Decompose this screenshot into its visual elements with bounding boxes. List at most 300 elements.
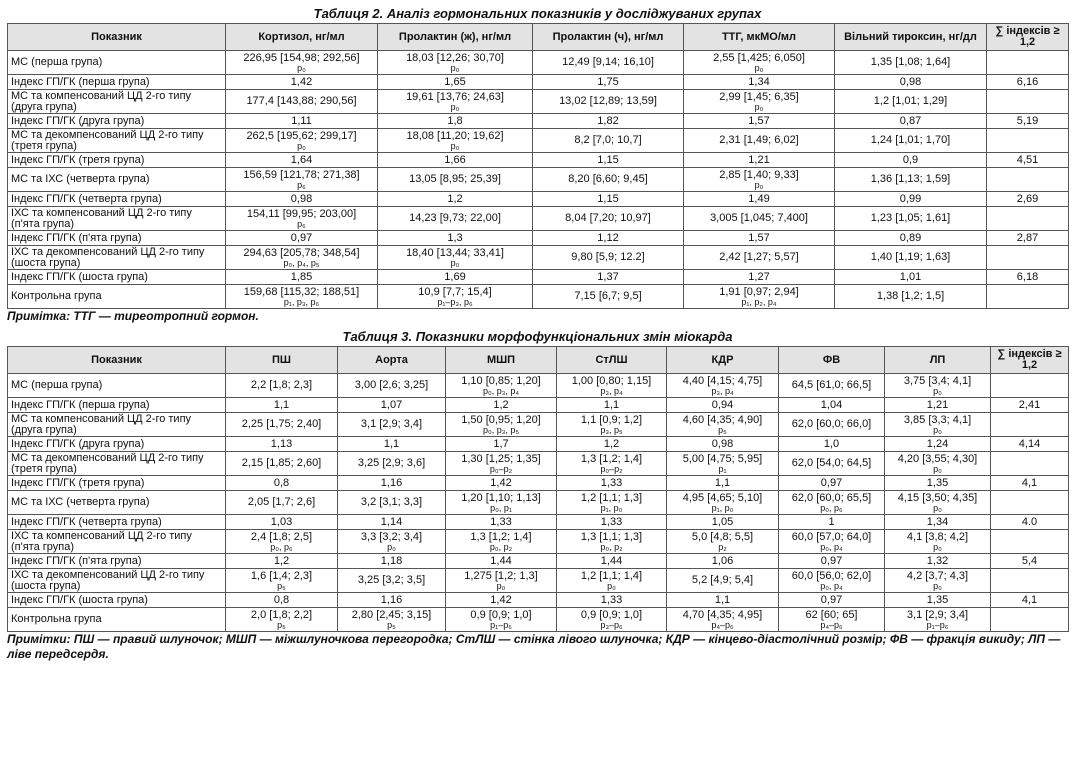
cell-value: 1,15 xyxy=(597,192,619,205)
cell-value: 5,00 [4,75; 5,95] xyxy=(682,452,763,465)
table-cell xyxy=(533,207,684,231)
column-header: Пролактин (ч), нг/мл xyxy=(533,24,684,51)
row-label xyxy=(8,491,226,515)
significance-note: p₁, p₂, p₄ xyxy=(741,296,777,307)
table-row xyxy=(8,153,1069,168)
cell-value: 1,1 xyxy=(383,437,400,450)
table-cell xyxy=(667,515,779,530)
cell-value: 6,18 xyxy=(1016,270,1039,283)
cell-value: 18,03 [12,26; 30,70] xyxy=(406,51,504,64)
table-cell xyxy=(378,90,533,114)
table-cell xyxy=(533,270,684,285)
table-cell xyxy=(987,192,1069,207)
table-row xyxy=(8,608,1069,632)
significance-note: p₅ xyxy=(718,424,727,435)
significance-note: p₀ xyxy=(496,580,506,591)
table-cell xyxy=(779,413,885,437)
table-cell xyxy=(684,207,835,231)
cell-value: Індекс ГП/ГК (четверта група) xyxy=(11,192,162,205)
table-cell xyxy=(835,192,987,207)
cell-value: 1,10 [0,85; 1,20] xyxy=(461,374,541,387)
table-cell xyxy=(226,437,338,452)
significance-note: p₀ xyxy=(754,179,764,190)
table-cell xyxy=(987,51,1069,75)
cell-value: 0,9 [0,9; 1,0] xyxy=(470,608,532,621)
significance-note: p₅ xyxy=(387,619,396,630)
cell-value: Індекс ГП/ГК (друга група) xyxy=(11,437,145,450)
table-row xyxy=(8,437,1069,452)
cell-value: 1,03 xyxy=(270,515,293,528)
table-cell xyxy=(779,398,885,413)
cell-value: 1,05 xyxy=(711,515,734,528)
table-cell xyxy=(684,129,835,153)
table-cell xyxy=(446,554,557,569)
table-cell xyxy=(226,129,378,153)
cell-value: 3,25 [2,9; 3,6] xyxy=(357,457,426,469)
significance-note: p₃, p₄ xyxy=(600,385,623,396)
cell-value: 1,7 xyxy=(493,437,509,450)
row-label xyxy=(8,569,226,593)
cell-value: 2,0 [1,8; 2,2] xyxy=(250,608,313,621)
cell-value: 0,97 xyxy=(290,231,313,244)
cell-value: 2,69 xyxy=(1016,192,1039,205)
cell-value: 1 xyxy=(828,515,835,528)
row-label xyxy=(8,285,226,309)
table-cell xyxy=(226,153,378,168)
table-cell xyxy=(557,476,667,491)
table-cell xyxy=(991,569,1069,593)
significance-note: p₀ xyxy=(933,424,942,435)
cell-value: 1,20 [1,10; 1,13] xyxy=(461,491,541,504)
significance-note: p₁ xyxy=(718,463,727,474)
cell-value: 1,3 xyxy=(447,231,463,244)
table-cell xyxy=(226,75,378,90)
significance-note: p₆ xyxy=(297,218,306,229)
row-label xyxy=(8,192,226,207)
table-cell xyxy=(446,608,557,632)
cell-value: 10,9 [7,7; 15,4] xyxy=(418,285,492,298)
cell-value: 0,89 xyxy=(899,231,922,244)
cell-value: МС (перша група) xyxy=(11,379,103,391)
significance-note: p₀ xyxy=(387,541,396,552)
table-cell xyxy=(338,608,446,632)
table-cell xyxy=(557,398,667,413)
significance-note: p₆ xyxy=(297,179,306,190)
table-cell xyxy=(446,491,557,515)
cell-value: 0,97 xyxy=(820,554,843,567)
table-cell xyxy=(226,593,338,608)
cell-value: 1,85 xyxy=(290,270,313,283)
table-cell xyxy=(779,515,885,530)
table-cell xyxy=(338,452,446,476)
row-label xyxy=(8,231,226,246)
cell-value: 3,85 [3,3; 4,1] xyxy=(903,413,972,426)
cell-value: 1,35 xyxy=(926,476,949,489)
cell-value: 1,27 xyxy=(748,270,770,283)
table-cell xyxy=(667,413,779,437)
table-row xyxy=(8,75,1069,90)
table-cell xyxy=(378,129,533,153)
table-cell xyxy=(885,515,991,530)
cell-value: 154,11 [99,95; 203,00] xyxy=(246,207,357,220)
table-cell xyxy=(533,129,684,153)
cell-value: 6,16 xyxy=(1016,75,1039,88)
significance-note: p₀, p₃, p₄ xyxy=(482,385,520,396)
cell-value: 1,3 [1,2; 1,4] xyxy=(470,530,532,543)
table-cell xyxy=(378,168,533,192)
cell-value: 1,57 xyxy=(748,231,770,244)
table-cell xyxy=(226,476,338,491)
table-cell xyxy=(533,192,684,207)
cell-value: 1,1 xyxy=(273,398,290,411)
cell-value: 1,2 [1,1; 1,4] xyxy=(580,569,643,582)
cell-value: 3,25 [3,2; 3,5] xyxy=(357,574,426,586)
table-cell xyxy=(226,270,378,285)
table-cell xyxy=(446,413,557,437)
cell-value: 2,55 [1,425; 6,050] xyxy=(713,51,805,64)
table-cell xyxy=(378,114,533,129)
table-row xyxy=(8,515,1069,530)
cell-value: 62,0 [60,0; 66,0] xyxy=(791,418,872,430)
table-cell xyxy=(378,75,533,90)
table2-header-row xyxy=(8,24,1069,51)
significance-note: p₃–p₆ xyxy=(600,619,623,630)
row-label xyxy=(8,554,226,569)
cell-value: Індекс ГП/ГК (друга група) xyxy=(11,114,145,127)
significance-note: p₄–p₆ xyxy=(711,619,734,630)
cell-value: 5,2 [4,9; 5,4] xyxy=(691,574,754,586)
cell-value: 1,04 xyxy=(820,398,843,411)
cell-value: МС та ІХС (четверта група) xyxy=(11,173,150,185)
cell-value: МС та компенсований ЦД 2-го типу (друга група) xyxy=(11,412,192,436)
table-row xyxy=(8,231,1069,246)
significance-note: p₀, p₃, p₅ xyxy=(482,424,520,435)
cell-value: МС та компенсований ЦД 2-го типу (друга група) xyxy=(11,89,192,113)
table-cell xyxy=(779,452,885,476)
cell-value: 177,4 [143,88; 290,56] xyxy=(246,95,357,107)
table-row xyxy=(8,90,1069,114)
table-cell xyxy=(378,231,533,246)
table-cell xyxy=(885,398,991,413)
cell-value: 0,98 xyxy=(290,192,313,205)
significance-note: p₀ xyxy=(933,385,942,396)
table-cell xyxy=(446,452,557,476)
column-header: МШП xyxy=(446,347,557,374)
cell-value: 1,18 xyxy=(380,554,403,567)
cell-value: 3,2 [3,1; 3,3] xyxy=(360,496,423,508)
table-cell xyxy=(226,398,338,413)
cell-value: 1,06 xyxy=(711,554,734,567)
cell-value: 3,1 [2,9; 3,4] xyxy=(906,608,969,621)
cell-value: 3,3 [3,2; 3,4] xyxy=(360,530,423,543)
row-label xyxy=(8,207,226,231)
row-label xyxy=(8,398,226,413)
cell-value: 1,34 xyxy=(926,515,949,528)
table-cell xyxy=(446,515,557,530)
table-cell xyxy=(987,129,1069,153)
cell-value: Контрольна група xyxy=(11,613,102,625)
table-cell xyxy=(338,437,446,452)
cell-value: 2,42 [1,27; 5,57] xyxy=(719,251,799,263)
table-cell xyxy=(446,437,557,452)
table-cell xyxy=(667,491,779,515)
table-cell xyxy=(885,608,991,632)
table-cell xyxy=(226,51,378,75)
table-cell xyxy=(557,374,667,398)
cell-value: 1,3 [1,2; 1,4] xyxy=(580,452,643,465)
row-label xyxy=(8,270,226,285)
column-header: ТТГ, мкМО/мл xyxy=(684,24,835,51)
cell-value: Індекс ГП/ГК (шоста група) xyxy=(11,270,148,283)
table-cell xyxy=(991,476,1069,491)
table-row xyxy=(8,530,1069,554)
table-row xyxy=(8,593,1069,608)
table-cell xyxy=(991,515,1069,530)
cell-value: 1,91 [0,97; 2,94] xyxy=(719,285,799,298)
cell-value: 1,0 xyxy=(823,437,840,450)
cell-value: 1,21 xyxy=(926,398,949,411)
cell-value: 1,30 [1,25; 1,35] xyxy=(461,452,541,465)
table-cell xyxy=(378,285,533,309)
table-cell xyxy=(987,114,1069,129)
significance-note: p₀ xyxy=(754,101,764,112)
table-cell xyxy=(991,452,1069,476)
cell-value: 13,02 [12,89; 13,59] xyxy=(559,95,657,107)
cell-value: 64,5 [61,0; 66,5] xyxy=(791,379,872,391)
cell-value: 156,59 [121,78; 271,38] xyxy=(243,168,360,181)
significance-note: p₁, p₃, p₆ xyxy=(283,296,320,307)
cell-value: 62,0 [54,0; 64,5] xyxy=(791,457,872,469)
table-cell xyxy=(991,437,1069,452)
table-cell xyxy=(987,75,1069,90)
table-cell xyxy=(226,491,338,515)
table-cell xyxy=(338,593,446,608)
table-cell xyxy=(338,569,446,593)
significance-note: p₃, p₄ xyxy=(711,385,734,396)
table-cell xyxy=(338,374,446,398)
significance-note: p₀, p₄ xyxy=(820,541,843,552)
table-cell xyxy=(684,90,835,114)
table2-note: Примітка: ТТГ — тиреотропний гормон. xyxy=(7,309,259,323)
cell-value: Індекс ГП/ГК (третя група) xyxy=(11,153,145,166)
row-label xyxy=(8,437,226,452)
table-cell xyxy=(684,285,835,309)
table-cell xyxy=(835,75,987,90)
table-cell xyxy=(684,51,835,75)
cell-value: 4,60 [4,35; 4,90] xyxy=(682,413,763,426)
significance-note: p₀ xyxy=(450,140,460,151)
table-row xyxy=(8,270,1069,285)
row-label xyxy=(8,593,226,608)
row-label xyxy=(8,413,226,437)
cell-value: 262,5 [195,62; 299,17] xyxy=(246,129,357,142)
cell-value: 1,16 xyxy=(380,476,403,489)
cell-value: 159,68 [115,32; 188,51] xyxy=(243,285,360,298)
column-header: КДР xyxy=(667,347,779,374)
table-cell xyxy=(226,452,338,476)
cell-value: 0,99 xyxy=(899,192,922,205)
table-cell xyxy=(779,491,885,515)
significance-note: p₁–p₆ xyxy=(490,619,512,630)
table2-caption: Таблиця 2. Аналіз гормональних показників у досліджуваних групах xyxy=(313,6,762,21)
table-cell xyxy=(338,554,446,569)
table-cell xyxy=(779,530,885,554)
table-cell xyxy=(226,114,378,129)
significance-note: p₁, p₀ xyxy=(600,502,623,513)
table-row xyxy=(8,569,1069,593)
cell-value: 1,1 xyxy=(714,476,731,489)
table-cell xyxy=(991,530,1069,554)
cell-value: Індекс ГП/ГК (п'ята група) xyxy=(11,231,142,244)
table-cell xyxy=(557,554,667,569)
cell-value: 1,24 xyxy=(926,437,949,450)
cell-value: 1,36 [1,13; 1,59] xyxy=(870,173,951,185)
significance-note: p₃, p₅ xyxy=(600,424,623,435)
table-row xyxy=(8,168,1069,192)
table-row xyxy=(8,374,1069,398)
table-cell xyxy=(557,452,667,476)
cell-value: 1,33 xyxy=(600,515,623,528)
cell-value: ІХС та компенсований ЦД 2-го типу (п'ята група) xyxy=(11,529,192,553)
table-row xyxy=(8,452,1069,476)
table-row xyxy=(8,491,1069,515)
cell-value: 3,1 [2,9; 3,4] xyxy=(360,418,423,430)
significance-note: p₀ xyxy=(450,101,460,112)
table-cell xyxy=(684,231,835,246)
row-label xyxy=(8,608,226,632)
column-header: ПШ xyxy=(226,347,338,374)
cell-value: Контрольна група xyxy=(11,290,102,302)
cell-value: 1,35 xyxy=(926,593,949,606)
table-cell xyxy=(667,398,779,413)
table-cell xyxy=(226,530,338,554)
table-cell xyxy=(885,374,991,398)
significance-note: p₀ xyxy=(450,62,460,73)
table-cell xyxy=(667,608,779,632)
cell-value: 4,20 [3,55; 4,30] xyxy=(897,452,978,465)
table-row xyxy=(8,51,1069,75)
cell-value: 1,2 xyxy=(273,554,290,567)
cell-value: 18,08 [11,20; 19,62] xyxy=(406,129,504,142)
table-cell xyxy=(885,413,991,437)
column-header: Показник xyxy=(8,24,226,51)
table-cell xyxy=(835,153,987,168)
cell-value: 2,15 [1,85; 2,60] xyxy=(241,457,322,469)
row-label xyxy=(8,75,226,90)
table-cell xyxy=(987,285,1069,309)
cell-value: 12,49 [9,14; 16,10] xyxy=(562,56,654,68)
row-label xyxy=(8,114,226,129)
myocardium-table xyxy=(7,346,1069,632)
cell-value: 1,44 xyxy=(490,554,512,567)
cell-value: 4,1 xyxy=(1021,476,1038,489)
cell-value: 0,9 xyxy=(902,153,919,166)
table-cell xyxy=(378,270,533,285)
cell-value: 19,61 [13,76; 24,63] xyxy=(406,90,504,103)
significance-note: p₁–p₆ xyxy=(926,619,949,630)
table-cell xyxy=(557,593,667,608)
table-cell xyxy=(226,192,378,207)
table-cell xyxy=(987,231,1069,246)
table-cell xyxy=(885,530,991,554)
significance-note: p₀ xyxy=(933,580,942,591)
cell-value: 2,99 [1,45; 6,35] xyxy=(719,90,799,103)
cell-value: Індекс ГП/ГК (п'ята група) xyxy=(11,554,142,567)
table-cell xyxy=(226,569,338,593)
table-cell xyxy=(991,398,1069,413)
table-cell xyxy=(667,374,779,398)
cell-value: Індекс ГП/ГК (шоста група) xyxy=(11,593,148,606)
column-header: ∑ індексів ≥ 1,2 xyxy=(991,347,1069,374)
table-row xyxy=(8,192,1069,207)
table-cell xyxy=(885,491,991,515)
table-row xyxy=(8,554,1069,569)
table-cell xyxy=(885,569,991,593)
row-label xyxy=(8,452,226,476)
table-cell xyxy=(835,246,987,270)
table-cell xyxy=(338,398,446,413)
table-cell xyxy=(779,374,885,398)
cell-value: 0,8 xyxy=(273,593,290,606)
significance-note: p₀ xyxy=(450,257,460,268)
row-label xyxy=(8,153,226,168)
table-cell xyxy=(533,153,684,168)
cell-value: 5,4 xyxy=(1021,554,1038,567)
significance-note: p₀ xyxy=(933,541,942,552)
table-cell xyxy=(667,569,779,593)
cell-value: 1,23 [1,05; 1,61] xyxy=(870,212,951,224)
table-cell xyxy=(779,554,885,569)
table-cell xyxy=(779,593,885,608)
cell-value: 0,87 xyxy=(899,114,922,127)
table-cell xyxy=(338,413,446,437)
cell-value: 3,75 [3,4; 4,1] xyxy=(903,374,972,387)
table-cell xyxy=(835,231,987,246)
significance-note: p₀, p₆ xyxy=(820,502,843,513)
cell-value: 2,4 [1,8; 2,5] xyxy=(250,530,313,543)
cell-value: МС (перша група) xyxy=(11,56,103,68)
table-cell xyxy=(835,51,987,75)
column-header: Вільний тироксин, нг/дл xyxy=(835,24,987,51)
hormone-table xyxy=(7,23,1069,309)
cell-value: 1,21 xyxy=(748,153,770,166)
cell-value: 0,98 xyxy=(899,75,922,88)
cell-value: 1,64 xyxy=(290,153,313,166)
significance-note: p₀–p₂ xyxy=(600,463,623,474)
table-cell xyxy=(885,554,991,569)
table-cell xyxy=(835,168,987,192)
document-page xyxy=(7,0,1068,662)
cell-value: 4,2 [3,7; 4,3] xyxy=(906,569,969,582)
cell-value: 1,50 [0,95; 1,20] xyxy=(461,413,541,426)
cell-value: 4,70 [4,35; 4,95] xyxy=(682,608,763,621)
cell-value: 62,0 [60,0; 65,5] xyxy=(791,491,872,504)
significance-note: p₂ xyxy=(718,541,727,552)
table-cell xyxy=(446,476,557,491)
cell-value: 4,15 [3,50; 4,35] xyxy=(897,491,978,504)
column-header: Показник xyxy=(8,347,226,374)
table-cell xyxy=(557,413,667,437)
cell-value: 1,35 [1,08; 1,64] xyxy=(870,56,951,68)
cell-value: 1,37 xyxy=(597,270,619,283)
cell-value: 1,13 xyxy=(270,437,293,450)
table-cell xyxy=(835,114,987,129)
table-row xyxy=(8,413,1069,437)
cell-value: 9,80 [5,9; 12.2] xyxy=(571,251,645,263)
cell-value: 1,2 xyxy=(493,398,509,411)
table-cell xyxy=(378,51,533,75)
column-header: Пролактин (ж), нг/мл xyxy=(378,24,533,51)
